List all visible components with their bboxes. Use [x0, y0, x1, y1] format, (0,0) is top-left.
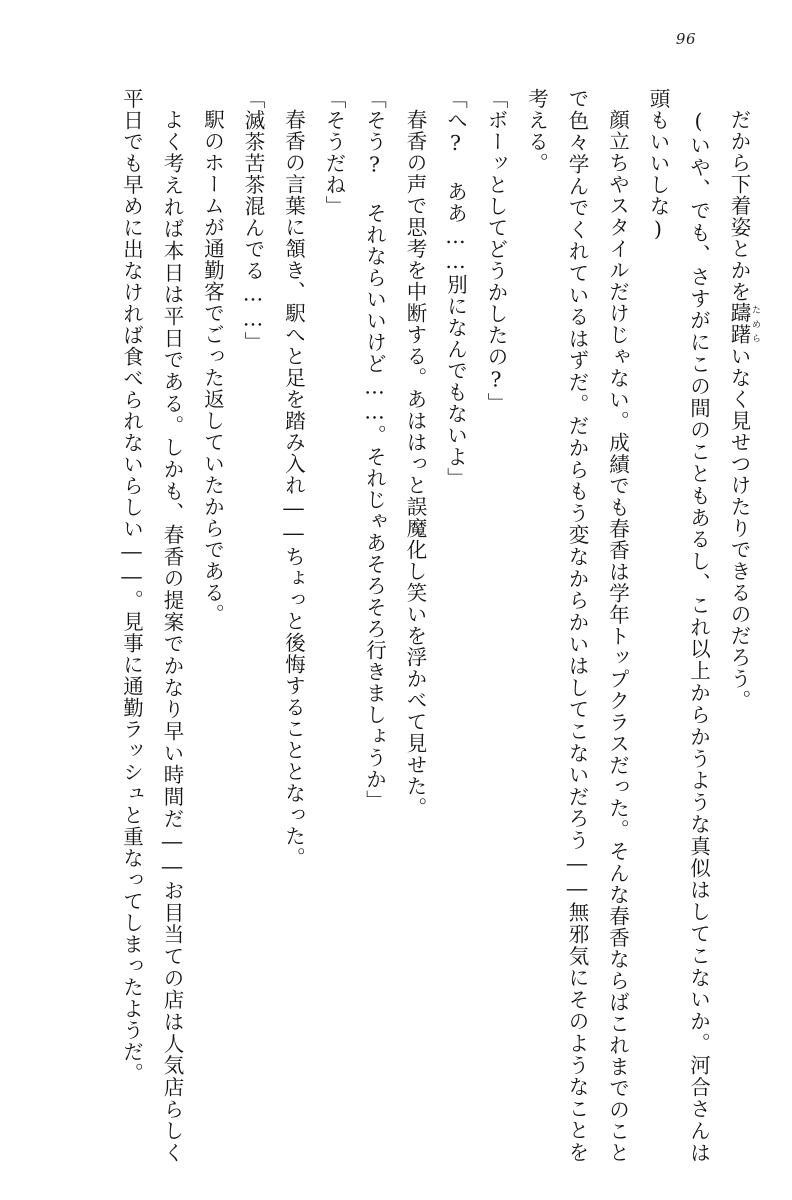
ruby-annotation: 躊躇 ためら — [727, 302, 760, 345]
body-paragraph: 春香の言葉に頷き、駅へと足を踏み入れ――ちょっと後悔することとなった。 — [281, 108, 306, 868]
body-paragraph: 「滅茶苦茶混んでる……」 — [241, 88, 265, 353]
body-paragraph: 顔立ちやスタイルだけじゃない。成績でも春香は学年トップクラスだった。そんな春香ならばこれまでのことで色々学んでくれているはずだ。だからもう変なからかいはしてこないだろう――無邪気にそのようなことを考える。 — [524, 88, 630, 1163]
body-paragraph: だから下着姿とかを躊躇 ためらいなく見せつけたりできるのだろう。 — [727, 108, 760, 711]
body-paragraph: 春香の声で思考を中断する。あははっと誤魔化し笑いを浮かべて見せた。 — [403, 108, 427, 818]
body-paragraph: 駅のホームが通勤客でごった返していたからである。 — [200, 108, 225, 625]
body-paragraph: よく考えれば本日は平日である。しかも、春香の提案でかなり早い時間だ――お目当ての店は人気店らしく平日でも早めに出なければ食べられないらしい――。見事に通勤ラッシュと重なってしまったようだ。 — [119, 88, 184, 1163]
body-paragraph: 「へ? ああ……別になんでもないよ」 — [443, 88, 468, 489]
body-paragraph: 「そう? それならいいけど……。それじゃあそろそろ行きましょうか」 — [362, 88, 387, 812]
body-paragraph: 「ボーッとしてどうかしたの?」 — [484, 88, 508, 414]
body-paragraph: 「そうだね」 — [322, 88, 346, 217]
page-body-text — [30, 88, 760, 1163]
page-number: 96 — [675, 30, 696, 48]
body-paragraph: (いや、でも、さすがにこの間のこともあるし、これ以上からかうような真似はしてこないか。河合さんは頭もいいしな) — [646, 88, 711, 1163]
